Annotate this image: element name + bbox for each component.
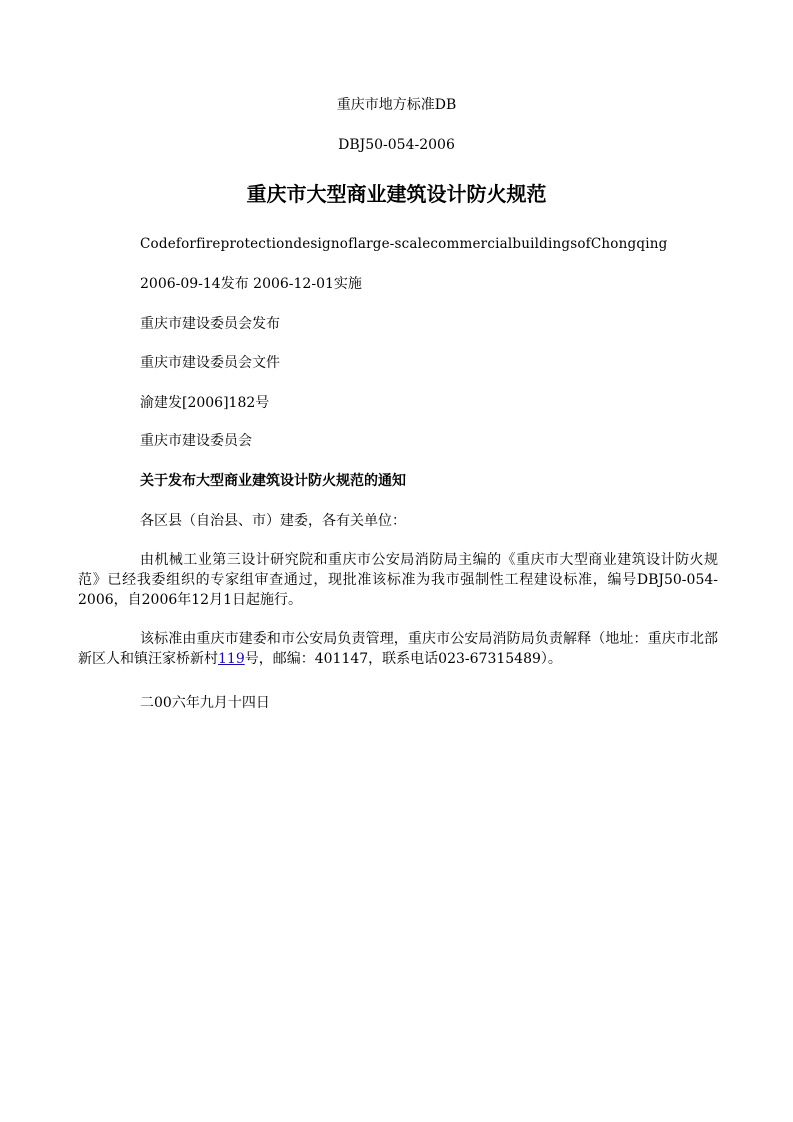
- standard-code: DBJ50-054-2006: [338, 137, 455, 153]
- signed-date: 二00六年九月十四日: [140, 695, 270, 711]
- paragraph-management-text-start: 该标准由重庆市建委和市公安局负责管理，重庆市公安局消防局负责解释（地址：重庆市北部新区人和镇汪家桥新村: [78, 631, 718, 667]
- publish-dates: 2006-09-14发布 2006-12-01实施: [140, 276, 362, 292]
- publisher-line: 重庆市建设委员会发布: [140, 316, 280, 332]
- paragraph-approval: 由机械工业第三设计研究院和重庆市公安局消防局主编的《重庆市大型商业建筑设计防火规范》已经我委组织的专家组审查通过，现批准该标准为我市强制性工程建设标准，编号DBJ50-054-2006，自2006年12月1日起施行。: [78, 552, 718, 608]
- page-title: 重庆市大型商业建筑设计防火规范: [246, 182, 547, 206]
- issuer-line: 重庆市建设委员会: [140, 433, 252, 449]
- file-label: 重庆市建设委员会文件: [140, 355, 280, 371]
- file-number: 渝建发[2006]182号: [140, 395, 270, 411]
- notice-title: 关于发布大型商业建筑设计防火规范的通知: [140, 473, 406, 489]
- address-number-link[interactable]: 119: [218, 651, 245, 667]
- paragraph-management-text-end: 号，邮编：401147，联系电话023-67315489）。: [244, 651, 562, 667]
- english-title: Codeforfireprotectiondesignoflarge-scalecommercialbuildingsofChongqing: [140, 236, 668, 252]
- salutation: 各区县（自治县、市）建委，各有关单位：: [140, 513, 406, 529]
- paragraph-management: [78, 629, 718, 669]
- standard-type-label: 重庆市地方标准DB: [336, 97, 457, 113]
